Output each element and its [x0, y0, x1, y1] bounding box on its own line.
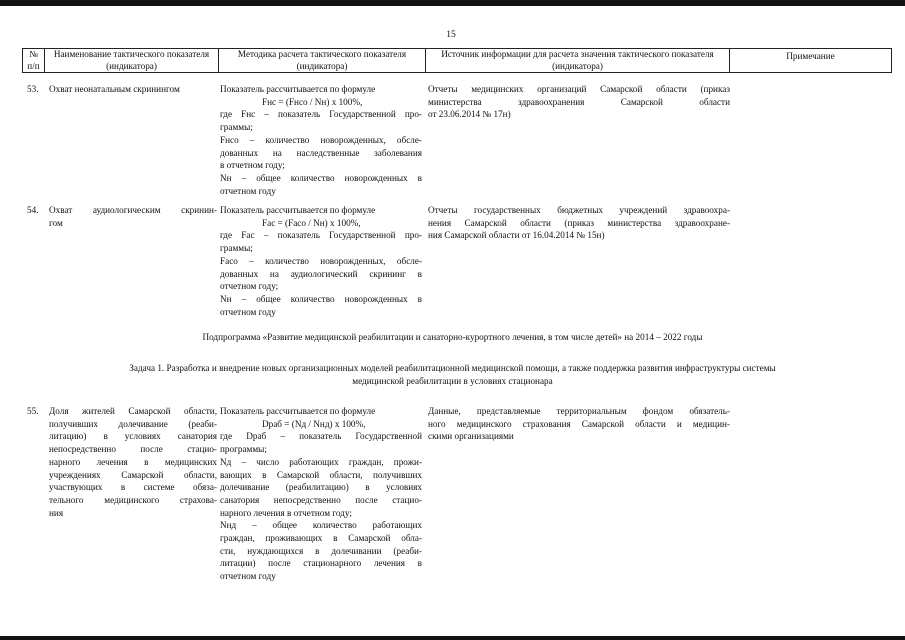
header-source: Источник информации для расчета значения тактического показателя (индикатора): [425, 48, 730, 73]
method-line: Fнсо – количество новорожденных, обсле-: [220, 134, 422, 145]
method-line: где Fнс – показатель Государственной про-: [220, 109, 422, 120]
indicator-line: Доля жителей Самарской области,: [49, 406, 217, 416]
indicator-line: тельного медицинского страхова-: [49, 494, 217, 505]
source-line: Отчеты медицинских организаций Самарской области (приказ: [428, 84, 730, 94]
method-line: Показатель рассчитывается по формуле: [220, 84, 376, 94]
method-formula: Dраб = (Nд / Nнд) x 100%,: [262, 418, 366, 429]
method-line: литации) после стационарного лечения в: [220, 558, 422, 569]
source-line: министерства здравоохранения Самарской области: [428, 96, 730, 107]
method-line: санатория непосредственно после стацио-: [220, 494, 422, 505]
method-line: дованных на наследственные заболевания: [220, 147, 422, 158]
header-note: Примечание: [729, 48, 892, 73]
indicator-line: нарного лечения в медицинских: [49, 456, 217, 467]
method-line: Nн – общее количество новорожденных в: [220, 172, 422, 183]
header-indicator-name: Наименование тактического показателя (индикатора): [44, 48, 219, 73]
method-formula: Fас = (Fасо / Nн) x 100%,: [262, 217, 361, 228]
indicator-line: получивших долечивание (реаби-: [49, 418, 217, 429]
method-line: граммы;: [220, 243, 253, 254]
source-line: ного медицинского страхования Самарской области и медицин-: [428, 418, 730, 429]
indicator-line: Охват неонатальным скринингом: [49, 84, 180, 94]
indicator-name: [49, 204, 217, 229]
method-line: отчетном году;: [220, 281, 279, 292]
method-line: вающих в Самарской области, получивших: [220, 469, 422, 480]
method-text: [220, 405, 422, 583]
method-line: долечивание (реабилитацию) в условиях: [220, 482, 422, 493]
method-line: Показатель рассчитывается по формуле: [220, 406, 376, 416]
indicator-line: учреждениях Самарской области,: [49, 469, 217, 480]
indicator-name: [49, 405, 217, 519]
method-line: Nнд – общее количество работающих: [220, 520, 422, 531]
source-text: [428, 405, 730, 443]
method-line: где Dраб – показатель Государственной: [220, 431, 422, 442]
indicator-line: Охват аудиологическим скринин-: [49, 205, 217, 215]
source-line: от 23.06.2014 № 17н): [428, 109, 511, 120]
indicator-line: гом: [49, 217, 63, 228]
subprogram-title: Подпрограмма «Развитие медицинской реабилитации и санаторно-курортного лечения, в том числе детей» на 2014 – 2022 годы: [202, 332, 703, 342]
bottom-border: [0, 636, 905, 640]
task-title: [40, 362, 865, 387]
row-number: 55.: [27, 406, 39, 416]
method-line: нарного лечения в отчетном году;: [220, 507, 352, 518]
source-line: Отчеты государственных бюджетных учреждений здравоохра-: [428, 205, 730, 215]
source-text: [428, 83, 730, 121]
method-line: отчетном году: [220, 571, 276, 582]
source-line: нения Самарской области (приказ министерства здравоохране-: [428, 217, 730, 228]
method-text: [220, 204, 422, 318]
source-line: Данные, представляемые территориальным фондом обязатель-: [428, 406, 730, 416]
method-line: где Fас – показатель Государственной про-: [220, 230, 422, 241]
indicator-line: участвующих в системе обяза-: [49, 482, 217, 493]
method-line: программы;: [220, 444, 267, 455]
top-border: [0, 0, 905, 6]
row-number: 54.: [27, 205, 39, 215]
method-line: граждан, проживающих в Самарской обла-: [220, 533, 422, 544]
method-line: Nд – число работающих граждан, прожи-: [220, 456, 422, 467]
method-line: Nн – общее количество новорожденных в: [220, 293, 422, 304]
indicator-line: литацию) в условиях санатория: [49, 431, 217, 442]
method-line: дованных на аудиологический скрининг в: [220, 268, 422, 279]
task-line: медицинской реабилитации в условиях стационара: [352, 375, 553, 386]
header-num: № п/п: [22, 48, 45, 73]
indicator-name: [49, 83, 217, 96]
method-text: [220, 83, 422, 197]
indicator-line: ния: [49, 507, 64, 518]
method-line: граммы;: [220, 122, 253, 133]
source-text: [428, 204, 730, 242]
method-line: Fасо – количество новорожденных, обсле-: [220, 255, 422, 266]
header-method: Методика расчета тактического показателя (индикатора): [218, 48, 426, 73]
method-line: отчетном году: [220, 185, 276, 196]
method-formula: Fнс = (Fнсо / Nн) x 100%,: [262, 96, 363, 107]
page-number: 15: [446, 30, 456, 40]
source-line: ния Самарской области от 16.04.2014 № 15н): [428, 230, 605, 241]
row-number: 53.: [27, 84, 39, 94]
method-line: Показатель рассчитывается по формуле: [220, 205, 376, 215]
method-line: в отчетном году;: [220, 160, 285, 171]
method-line: отчетном году: [220, 306, 276, 317]
method-line: сти, нуждающихся в долечивании (реаби-: [220, 545, 422, 556]
source-line: скими организациями: [428, 431, 514, 442]
task-line: Задача 1. Разработка и внедрение новых организационных моделей реабилитационной медицинской помощи, а также поддержка развития инфраструктуры системы: [129, 363, 776, 373]
indicator-line: непосредственно после стацио-: [49, 444, 217, 455]
